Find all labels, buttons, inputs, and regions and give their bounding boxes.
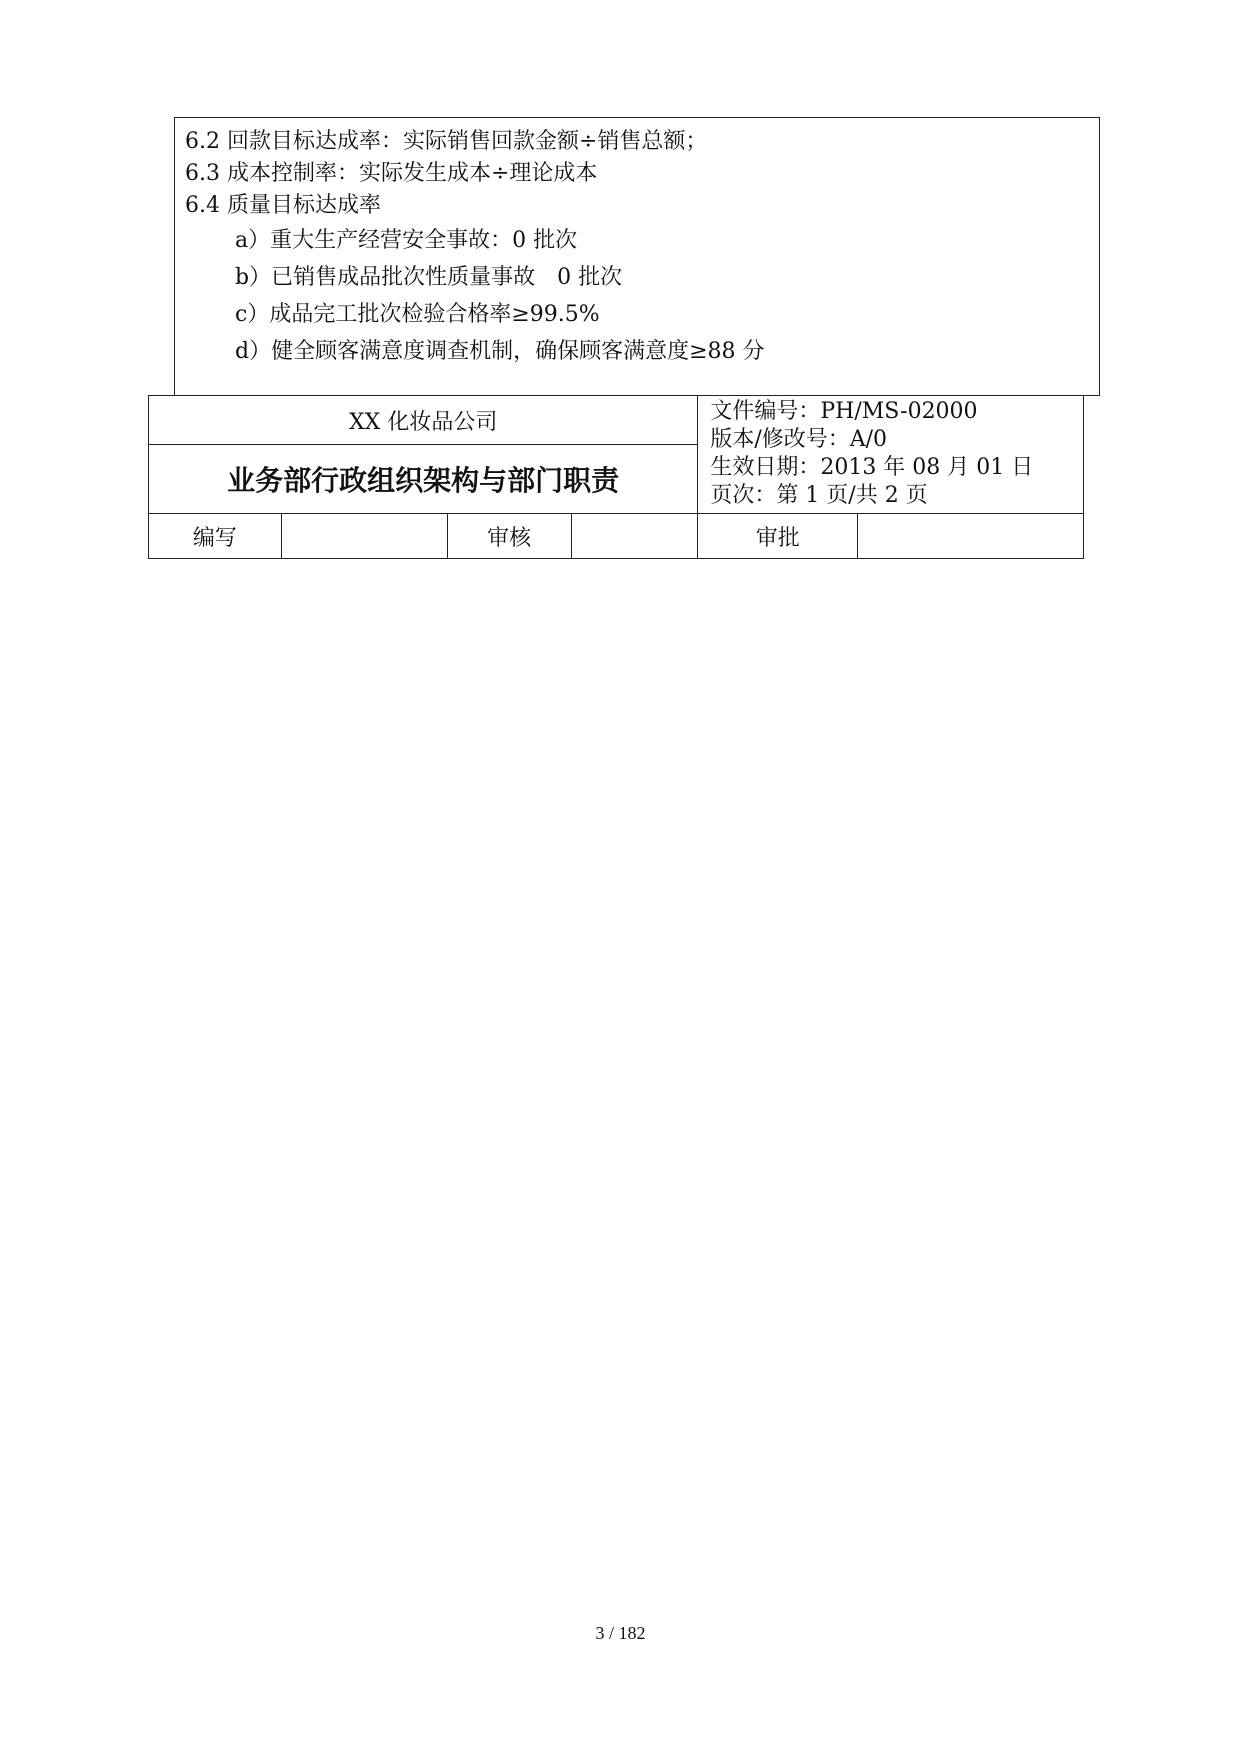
sub-item-d: d）健全顾客满意度调查机制，确保顾客满意度≥88 分 [235,339,765,364]
item-6-4: 6.4 质量目标达成率 [185,193,381,218]
effective-date: 生效日期：2013 年 08 月 01 日 [710,455,1034,480]
company-name: XX 化妆品公司 [149,396,698,445]
item-6-2: 6.2 回款目标达成率：实际销售回款金额÷销售总额； [185,129,708,154]
write-label: 编写 [149,514,282,559]
sub-item-b: b）已销售成品批次性质量事故 0 批次 [235,265,623,290]
document-title: 业务部行政组织架构与部门职责 [149,445,698,514]
content-box [174,117,1100,396]
approve-value [858,514,1084,559]
review-value [571,514,698,559]
document-meta [698,396,1084,514]
sub-item-a: a）重大生产经营安全事故：0 批次 [235,228,578,253]
item-6-3: 6.3 成本控制率：实际发生成本÷理论成本 [185,161,598,186]
page-number: 3 / 182 [595,1623,646,1643]
write-value [281,514,447,559]
approve-label: 审批 [698,514,858,559]
version: 版本/修改号：A/0 [710,427,888,452]
review-label: 审核 [447,514,571,559]
document-header-table [148,395,1084,559]
page-info: 页次：第 1 页/共 2 页 [710,483,928,508]
doc-number: 文件编号：PH/MS-02000 [710,399,978,424]
sub-item-c: c）成品完工批次检验合格率≥99.5% [235,302,600,327]
